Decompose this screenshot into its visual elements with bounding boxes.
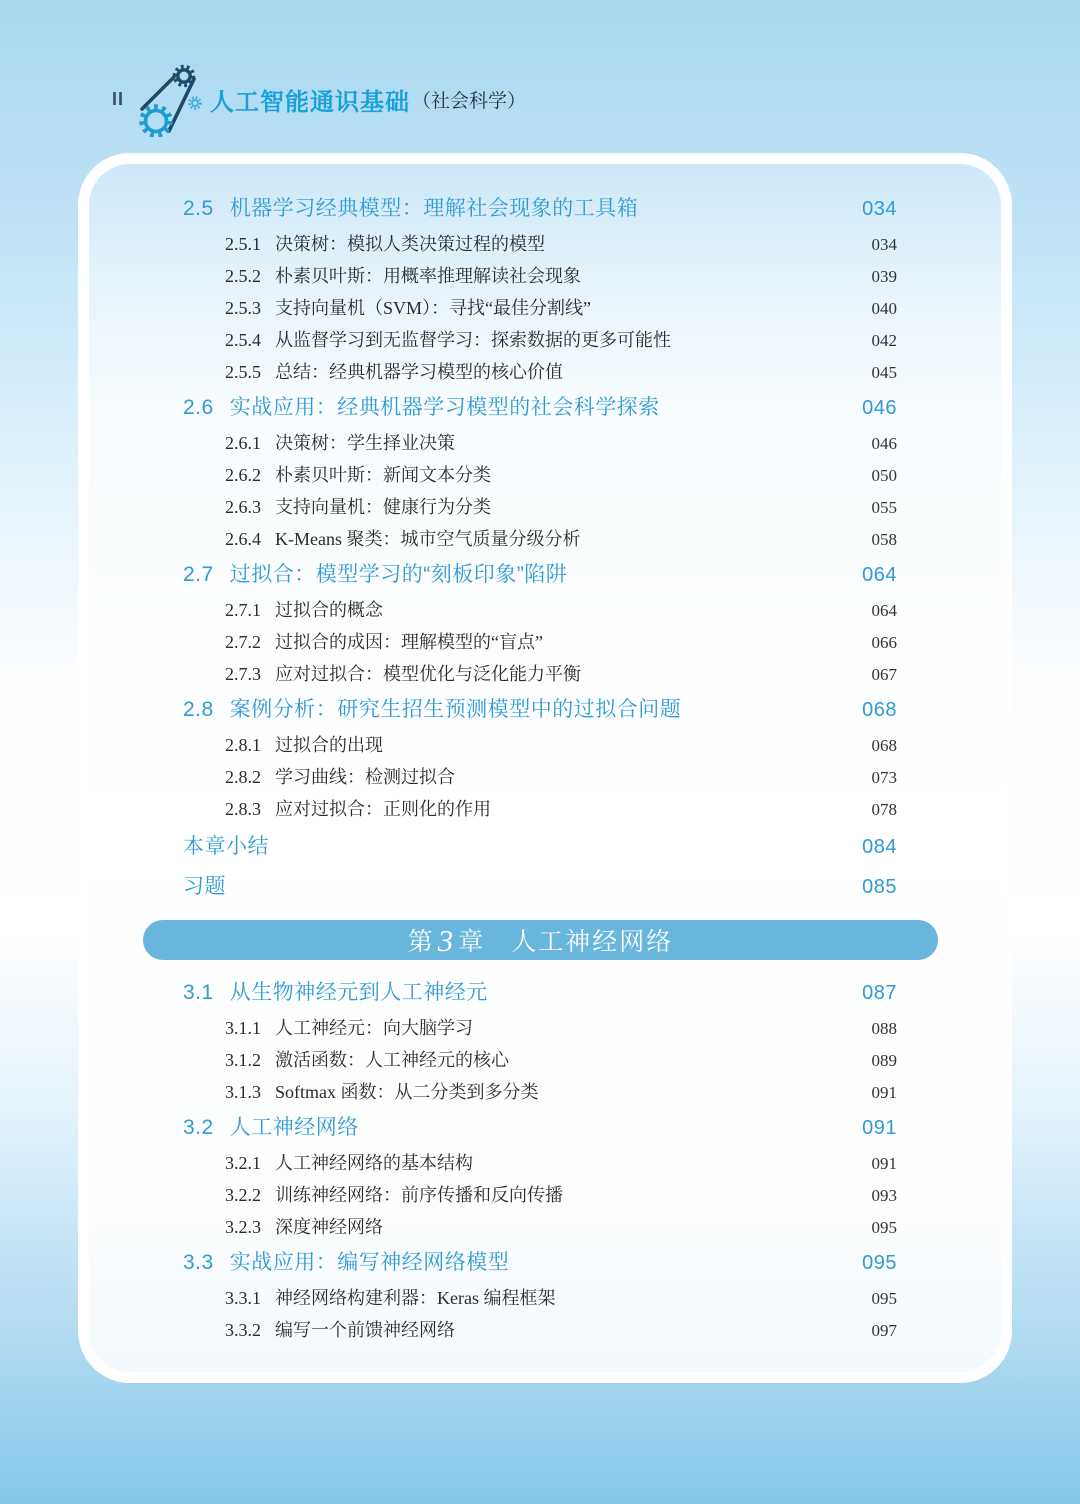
toc-entry-number: 2.6.3: [225, 497, 261, 517]
toc-entry-page: 034: [862, 198, 897, 220]
toc-subsection-row: [183, 1318, 897, 1343]
toc-entry-number: 2.5.1: [225, 234, 261, 254]
toc-entry-title: 支持向量机：健康行为分类: [275, 497, 491, 517]
book-title: 人工智能通识基础: [210, 88, 411, 116]
toc-entry-page: 093: [871, 1186, 897, 1205]
toc-subsection-row: [183, 232, 897, 257]
toc-entry-title: 训练神经网络：前序传播和反向传播: [275, 1185, 563, 1205]
toc-entry-page: 050: [871, 466, 897, 485]
toc-section-row: [183, 194, 897, 224]
toc-entry-number: 3.2.1: [225, 1153, 261, 1173]
toc-entry-title: 编写一个前馈神经网络: [275, 1320, 455, 1340]
toc-entry-page: 084: [862, 836, 897, 858]
toc-entry-number: 3.1: [183, 981, 214, 1004]
toc-subsection-row: [183, 527, 897, 552]
toc-entry-number: 3.1.2: [225, 1050, 261, 1070]
toc-entry-title: 人工神经网络的基本结构: [275, 1153, 473, 1173]
toc-entry-title: 支持向量机（SVM）：寻找“最佳分割线”: [275, 298, 591, 318]
toc-entry-page: 087: [862, 982, 897, 1004]
toc-subsection-row: [183, 662, 897, 687]
toc-entry-page: 046: [871, 434, 897, 453]
toc-entry-page: 064: [862, 564, 897, 586]
toc-entry-number: 2.8: [183, 698, 214, 721]
toc-entry-page: 034: [871, 235, 897, 254]
toc-entry-number: 2.7.1: [225, 600, 261, 620]
toc-entry-page: 039: [871, 267, 897, 286]
toc-entry-title: 应对过拟合：模型优化与泛化能力平衡: [275, 664, 581, 684]
toc-entry-number: 3.3.1: [225, 1288, 261, 1308]
toc-section-row: [183, 978, 897, 1008]
toc-entry-number: 2.5.2: [225, 266, 261, 286]
toc-entry-page: 067: [871, 665, 897, 684]
toc-subsection-row: [183, 360, 897, 385]
toc-entry-number: 2.5: [183, 197, 214, 220]
toc-entry-number: 3.2: [183, 1116, 214, 1139]
toc-entry-number: 2.6: [183, 396, 214, 419]
toc-plain-row: [183, 872, 897, 902]
toc-entry-title: 过拟合的成因：理解模型的“盲点”: [275, 632, 543, 652]
toc-entry-title: 本章小结: [183, 835, 269, 858]
toc-entry-page: 095: [862, 1252, 897, 1274]
toc-subsection-row: [183, 1286, 897, 1311]
gears-logo-icon: [138, 61, 202, 137]
book-subtitle: （社会科学）: [412, 90, 527, 112]
toc-entry-title: 过拟合：模型学习的“刻板印象”陷阱: [229, 563, 568, 586]
toc-entry-number: 2.5.5: [225, 362, 261, 382]
chapter-banner: [143, 920, 938, 960]
toc-entry-number: 2.6.4: [225, 529, 261, 549]
toc-subsection-row: [183, 797, 897, 822]
toc-subsection-row: [183, 1215, 897, 1240]
toc-section-row: [183, 560, 897, 590]
toc-entry-page: 040: [871, 299, 897, 318]
toc-list: [89, 164, 1001, 1343]
toc-subsection-row: [183, 630, 897, 655]
toc-entry-number: 2.6.1: [225, 433, 261, 453]
page-number-marker: II: [112, 88, 125, 109]
toc-entry-title: 深度神经网络: [275, 1217, 383, 1237]
toc-entry-page: 066: [871, 633, 897, 652]
toc-card: [78, 153, 1012, 1383]
chapter-prefix: 第: [407, 928, 435, 956]
toc-entry-page: 095: [871, 1289, 897, 1308]
toc-subsection-row: [183, 1183, 897, 1208]
toc-entry-title: 总结：经典机器学习模型的核心价值: [275, 362, 563, 382]
toc-entry-page: 097: [871, 1321, 897, 1340]
toc-entry-title: 激活函数：人工神经元的核心: [275, 1050, 509, 1070]
page-header: [112, 60, 526, 138]
toc-entry-title: 人工神经网络: [229, 1116, 359, 1139]
toc-entry-page: 088: [871, 1019, 897, 1038]
toc-subsection-row: [183, 765, 897, 790]
toc-subsection-row: [183, 1048, 897, 1073]
toc-entry-number: 3.1.3: [225, 1082, 261, 1102]
toc-entry-page: 073: [871, 768, 897, 787]
toc-subsection-row: [183, 733, 897, 758]
toc-section-row: [183, 695, 897, 725]
toc-entry-page: 078: [871, 800, 897, 819]
toc-entry-title: 从生物神经元到人工神经元: [229, 981, 488, 1004]
toc-entry-number: 3.3.2: [225, 1320, 261, 1340]
chapter-title: 人工神经网络: [511, 928, 674, 956]
toc-entry-title: 过拟合的概念: [275, 600, 383, 620]
toc-entry-page: 085: [862, 876, 897, 898]
toc-entry-page: 068: [862, 699, 897, 721]
toc-entry-page: 045: [871, 363, 897, 382]
toc-entry-title: 应对过拟合：正则化的作用: [275, 799, 491, 819]
toc-entry-page: 091: [871, 1154, 897, 1173]
toc-entry-title: 实战应用：经典机器学习模型的社会科学探索: [229, 396, 660, 419]
toc-plain-row: [183, 832, 897, 862]
toc-entry-title: 过拟合的出现: [275, 735, 383, 755]
toc-subsection-row: [183, 463, 897, 488]
toc-subsection-row: [183, 495, 897, 520]
toc-entry-number: 2.5.3: [225, 298, 261, 318]
toc-entry-title: K-Means 聚类：城市空气质量分级分析: [275, 529, 581, 549]
toc-entry-title: 朴素贝叶斯：用概率推理解读社会现象: [275, 266, 581, 286]
toc-entry-title: 朴素贝叶斯：新闻文本分类: [275, 465, 491, 485]
toc-entry-page: 089: [871, 1051, 897, 1070]
toc-entry-title: 神经网络构建利器：Keras 编程框架: [275, 1288, 556, 1308]
toc-entry-number: 3.1.1: [225, 1018, 261, 1038]
toc-entry-title: 决策树：模拟人类决策过程的模型: [275, 234, 545, 254]
toc-subsection-row: [183, 598, 897, 623]
toc-entry-page: 091: [862, 1117, 897, 1139]
toc-entry-number: 2.7.2: [225, 632, 261, 652]
toc-section-row: [183, 393, 897, 423]
toc-entry-number: 2.6.2: [225, 465, 261, 485]
toc-entry-page: 042: [871, 331, 897, 350]
toc-subsection-row: [183, 1151, 897, 1176]
chapter-number: 3: [437, 923, 456, 958]
toc-entry-title: 人工神经元：向大脑学习: [275, 1018, 473, 1038]
toc-entry-number: 2.5.4: [225, 330, 261, 350]
toc-entry-title: 实战应用：编写神经网络模型: [229, 1251, 510, 1274]
toc-subsection-row: [183, 431, 897, 456]
toc-subsection-row: [183, 328, 897, 353]
toc-entry-number: 2.7.3: [225, 664, 261, 684]
toc-entry-number: 2.7: [183, 563, 214, 586]
toc-entry-page: 064: [871, 601, 897, 620]
toc-entry-number: 3.3: [183, 1251, 214, 1274]
toc-entry-title: 案例分析：研究生招生预测模型中的过拟合问题: [229, 698, 682, 721]
toc-section-row: [183, 1248, 897, 1278]
toc-entry-number: 3.2.3: [225, 1217, 261, 1237]
toc-entry-number: 3.2.2: [225, 1185, 261, 1205]
toc-subsection-row: [183, 1016, 897, 1041]
toc-entry-number: 2.8.1: [225, 735, 261, 755]
toc-entry-title: 从监督学习到无监督学习：探索数据的更多可能性: [275, 330, 671, 350]
toc-entry-page: 091: [871, 1083, 897, 1102]
toc-section-row: [183, 1113, 897, 1143]
toc-entry-title: 机器学习经典模型：理解社会现象的工具箱: [229, 197, 639, 220]
toc-entry-title: Softmax 函数：从二分类到多分类: [275, 1082, 539, 1102]
toc-entry-page: 058: [871, 530, 897, 549]
toc-subsection-row: [183, 1080, 897, 1105]
toc-entry-page: 095: [871, 1218, 897, 1237]
toc-entry-page: 046: [862, 397, 897, 419]
toc-subsection-row: [183, 264, 897, 289]
toc-entry-page: 068: [871, 736, 897, 755]
toc-entry-number: 2.8.3: [225, 799, 261, 819]
toc-entry-title: 学习曲线：检测过拟合: [275, 767, 455, 787]
toc-entry-page: 055: [871, 498, 897, 517]
chapter-suffix: 章: [458, 928, 486, 956]
toc-subsection-row: [183, 296, 897, 321]
toc-entry-title: 决策树：学生择业决策: [275, 433, 455, 453]
toc-entry-title: 习题: [183, 875, 226, 898]
toc-entry-number: 2.8.2: [225, 767, 261, 787]
